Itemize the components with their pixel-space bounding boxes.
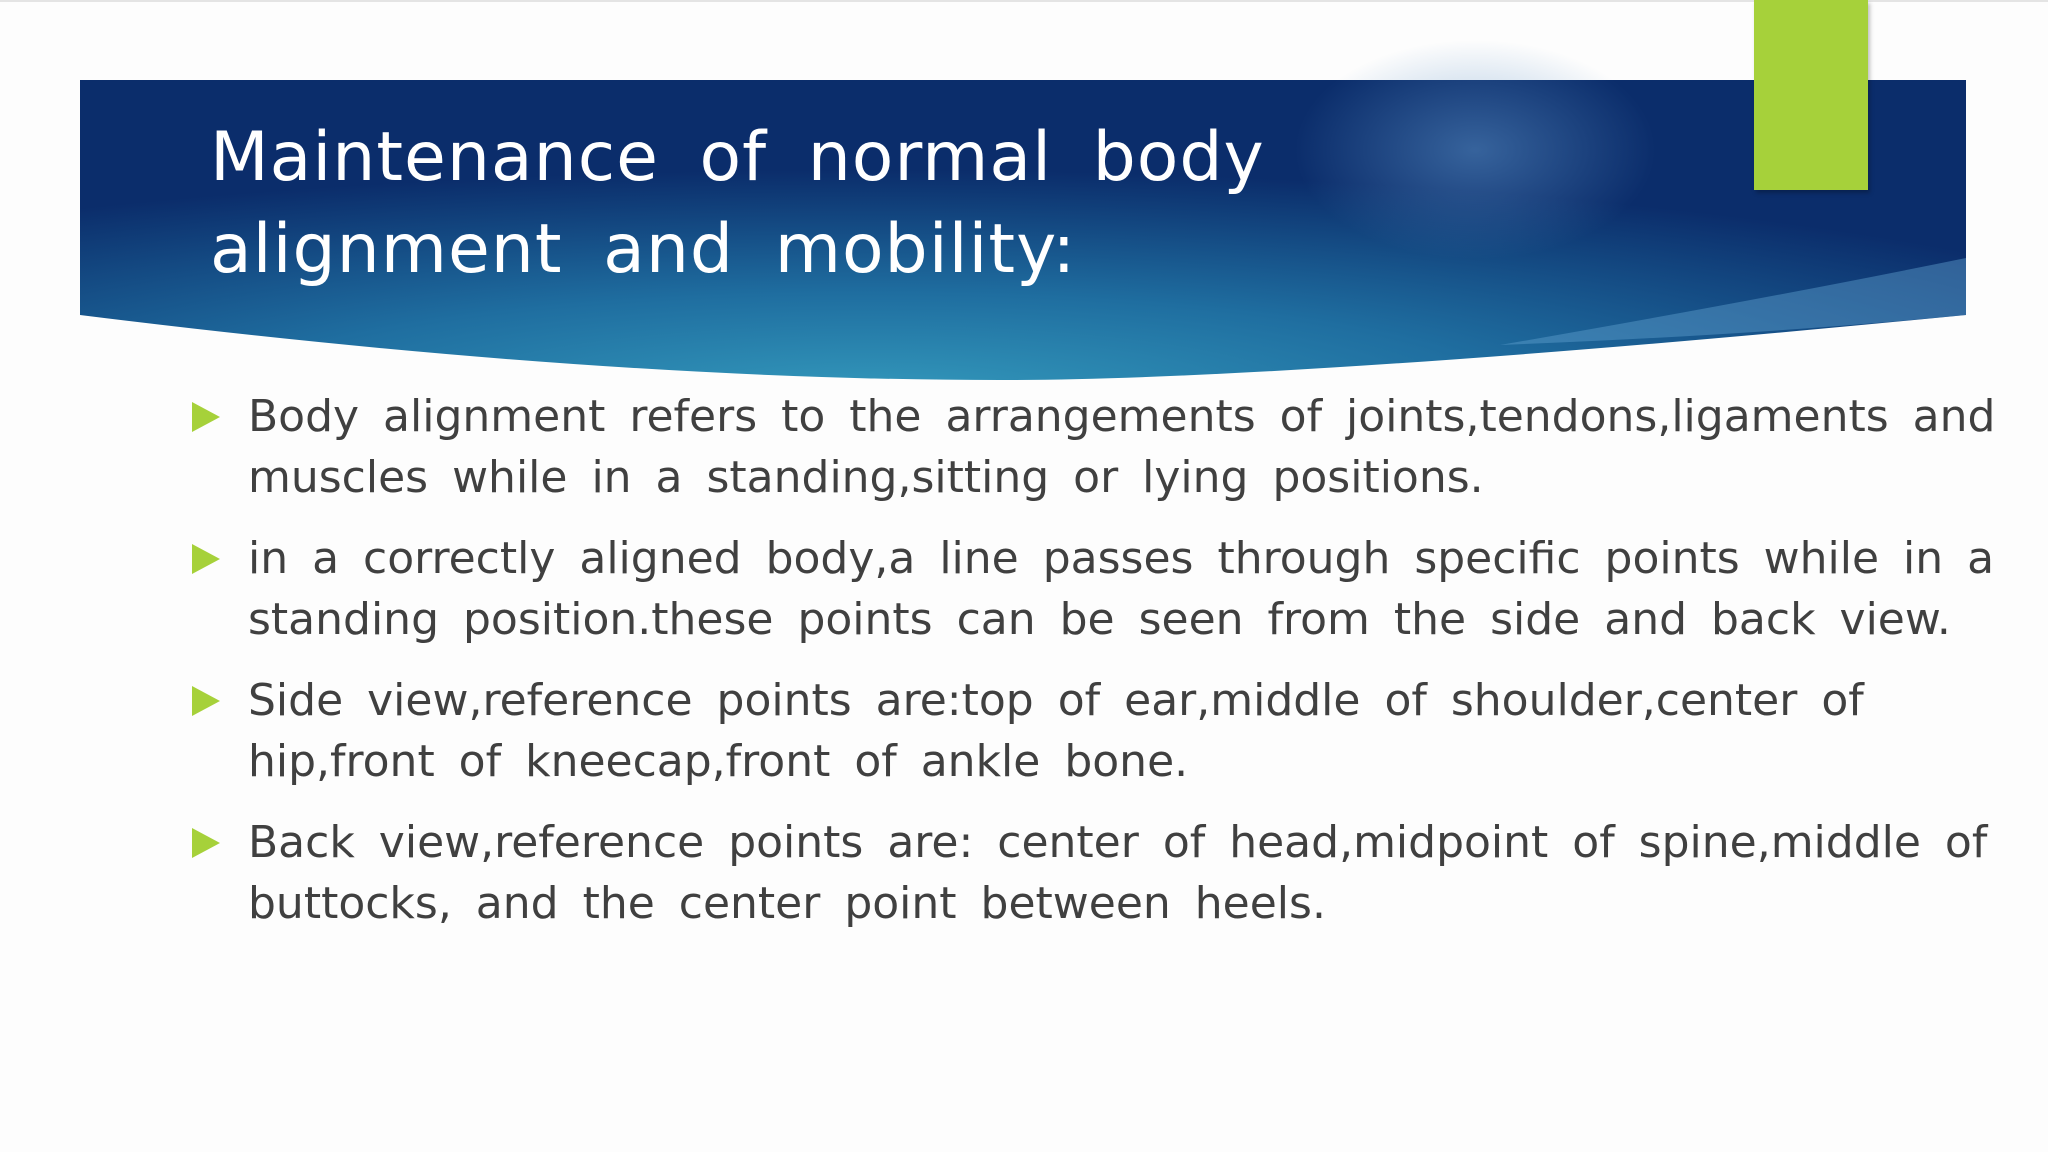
bullet-text: in a correctly aligned body,a line passes through specific points while in a standing position.these points can be seen from the side and back view. xyxy=(248,533,1995,645)
bullet-item xyxy=(190,528,2030,650)
title-line-1: Maintenance of normal body xyxy=(210,118,1265,197)
slide-title xyxy=(210,112,1410,296)
triangle-bullet-icon xyxy=(192,544,220,574)
bullet-text: Body alignment refers to the arrangements of joints,tendons,ligaments and muscles while in a standing,sitting or lying positions. xyxy=(248,391,1996,503)
bullet-item xyxy=(190,386,2030,508)
title-line-2: alignment and mobility: xyxy=(210,210,1077,289)
triangle-bullet-icon xyxy=(192,828,220,858)
bullet-list xyxy=(190,386,2030,954)
bullet-item xyxy=(190,670,2030,792)
triangle-bullet-icon xyxy=(192,686,220,716)
bullet-text: Side view,reference points are:top of ear,middle of shoulder,center of hip,front of kneecap,front of ankle bone. xyxy=(248,675,1864,787)
triangle-bullet-icon xyxy=(192,402,220,432)
bullet-item xyxy=(190,812,2030,934)
accent-bar xyxy=(1754,0,1868,190)
bullet-text: Back view,reference points are: center of head,midpoint of spine,middle of buttocks, and the center point between heels. xyxy=(248,817,1988,929)
